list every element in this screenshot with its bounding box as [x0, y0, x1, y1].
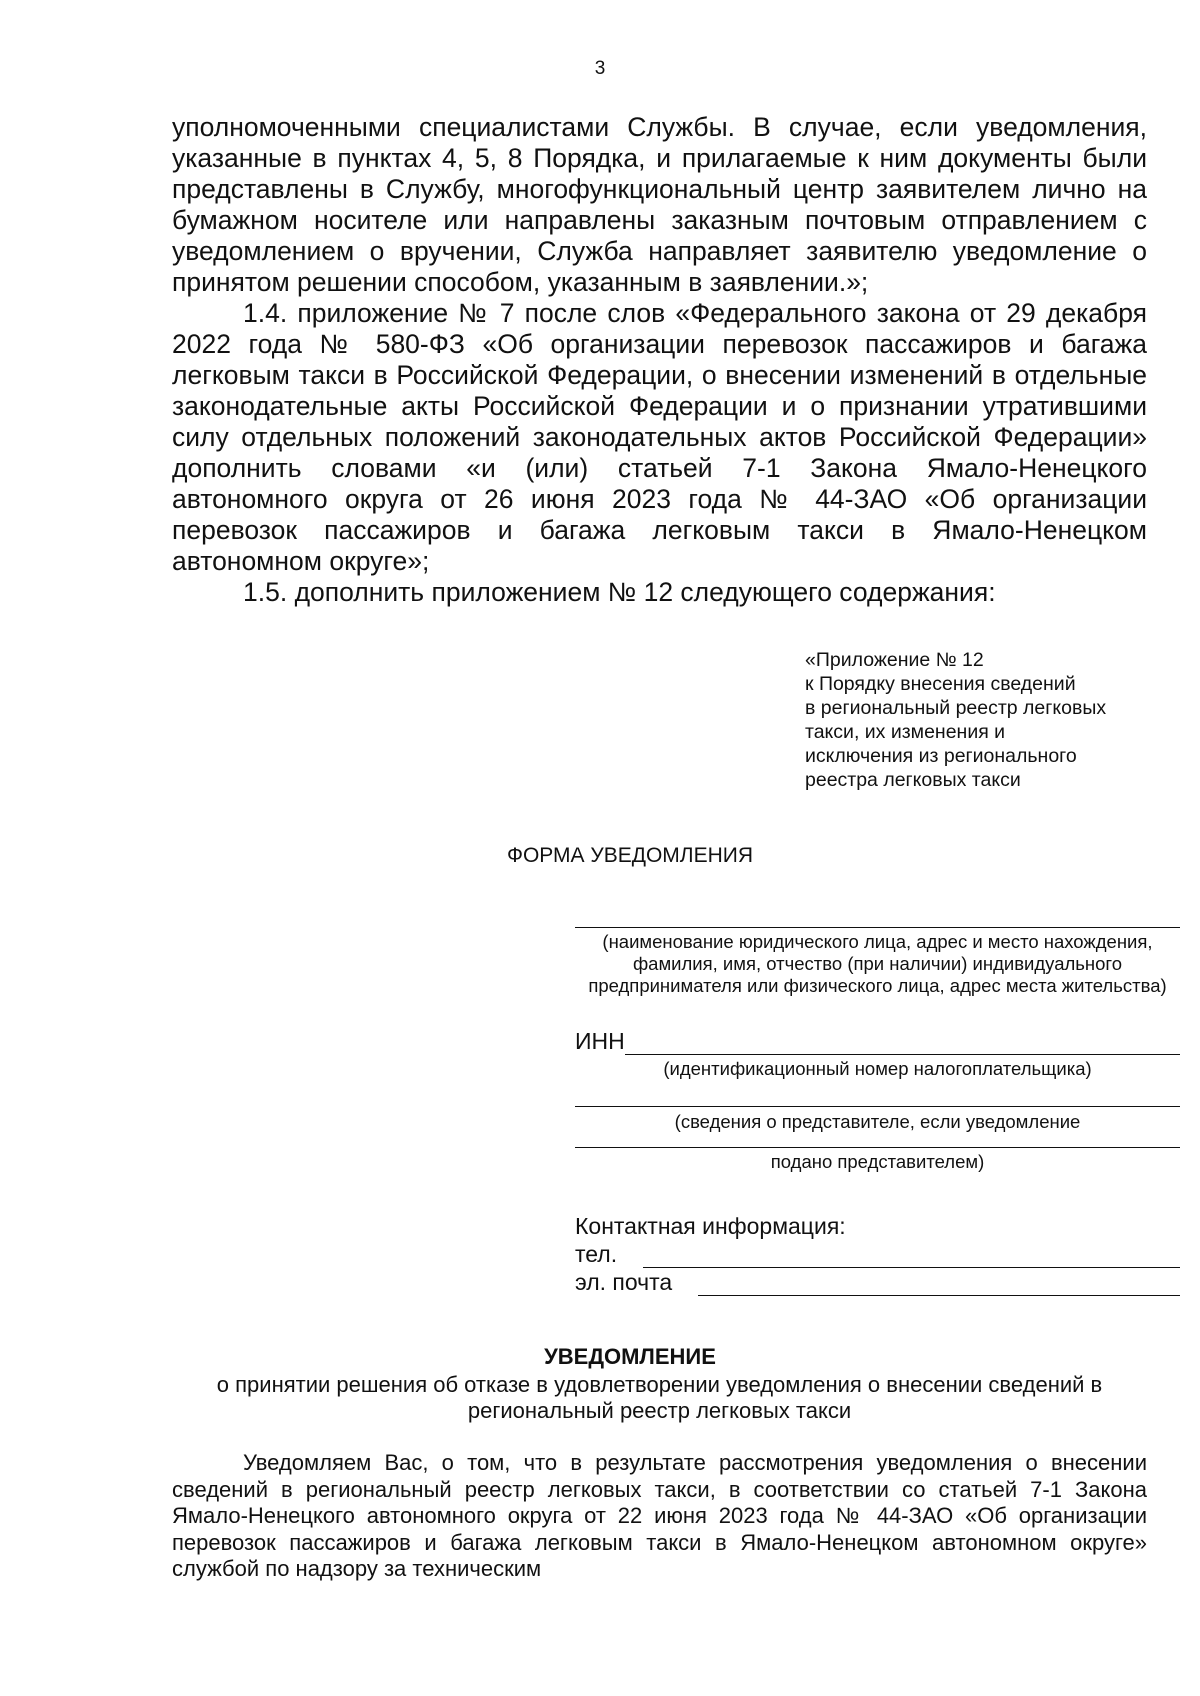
inn-caption: (идентификационный номер налогоплательщика)	[663, 1058, 1092, 1079]
body-paragraph-2: 1.4. приложение № 7 после слов «Федерального закона от 29 декабря 2022 года № 580-ФЗ «Об организации перевозок пассажиров и багажа легковым такси в Российской Федерации, о внесении изменений в отдельные законодательные акты Российской Федерации и о признании утратившими силу отдельных положений законодательных актов Российской Федерации» дополнить словами «и (или) статьей 7-1 Закона Ямало-Ненецкого автономного округа от 26 июня 2023 года № 44-ЗАО «Об организации перевозок пассажиров и багажа легковым такси в Ямало-Ненецком автономном округе»;	[172, 298, 1147, 576]
appendix-line: такси, их изменения и	[805, 721, 1006, 743]
notice-paragraph: Уведомляем Вас, о том, что в результате рассмотрения уведомления о внесении сведений в региональный реестр легковых такси, в соответствии со статьей 7-1 Закона Ямало-Ненецкого автономного округа от 22 июня 2023 года № 44-ЗАО «Об организации перевозок пассажиров и багажа легковым такси в Ямало-Ненецком автономном округе» службой по надзору за техническим	[172, 1450, 1147, 1581]
contacts-block	[575, 1212, 1180, 1296]
appendix-line: к Порядку внесения сведений	[805, 673, 1076, 695]
appendix-line: в региональный реестр легковых	[805, 697, 1107, 719]
phone-field-line	[643, 1245, 1180, 1268]
body-paragraph-1: уполномоченными специалистами Службы. В случае, если уведомления, указанные в пунктах 4, 5, 8 Порядка, и прилагаемые к ним документы были представлены в Службу, многофункциональный центр заявителем лично на бумажном носителе или направлены заказным почтовым отправлением с уведомлением о вручении, Служба направляет заявителю уведомление о принятом решении способом, указанным в заявлении.»;	[172, 112, 1147, 297]
appendix-line: реестра легковых такси	[805, 769, 1021, 791]
appendix-line: исключения из регионального	[805, 745, 1077, 767]
page-number: 3	[594, 58, 606, 79]
body-paragraph-3: 1.5. дополнить приложением № 12 следующего содержания:	[243, 577, 996, 607]
representative-field-line	[575, 1084, 1180, 1107]
notice-title: УВЕДОМЛЕНИЕ	[544, 1344, 716, 1369]
appendix-header	[805, 648, 1165, 792]
inn-field	[575, 1027, 1180, 1055]
phone-field	[575, 1240, 1180, 1268]
email-field-line	[698, 1273, 1180, 1296]
recipient-caption: (наименование юридического лица, адрес и место нахождения, фамилия, имя, отчество (при наличии) индивидуального предпринимателя или физического лица, адрес места жительства)	[588, 931, 1167, 996]
appendix-line: «Приложение № 12	[805, 649, 984, 671]
representative-field-line-2	[575, 1133, 1180, 1148]
inn-field-line	[625, 1032, 1180, 1055]
recipient-field-line	[575, 905, 1180, 928]
inn-label: ИНН	[575, 1028, 625, 1054]
notice-body	[172, 1450, 1147, 1583]
representative-caption-1: (сведения о представителе, если уведомление	[674, 1111, 1081, 1132]
recipient-block	[575, 905, 1180, 1173]
form-title: ФОРМА УВЕДОМЛЕНИЯ	[506, 844, 754, 867]
email-label: эл. почта	[575, 1269, 673, 1295]
contacts-label: Контактная информация:	[575, 1213, 846, 1239]
notice-subtitle: о принятии решения об отказе в удовлетворении уведомления о внесении сведений в региональный реестр легковых такси	[216, 1372, 1103, 1423]
email-field	[575, 1268, 1180, 1296]
document-body	[172, 112, 1147, 608]
representative-caption-2: подано представителем)	[770, 1151, 985, 1172]
phone-label: тел.	[575, 1241, 618, 1267]
